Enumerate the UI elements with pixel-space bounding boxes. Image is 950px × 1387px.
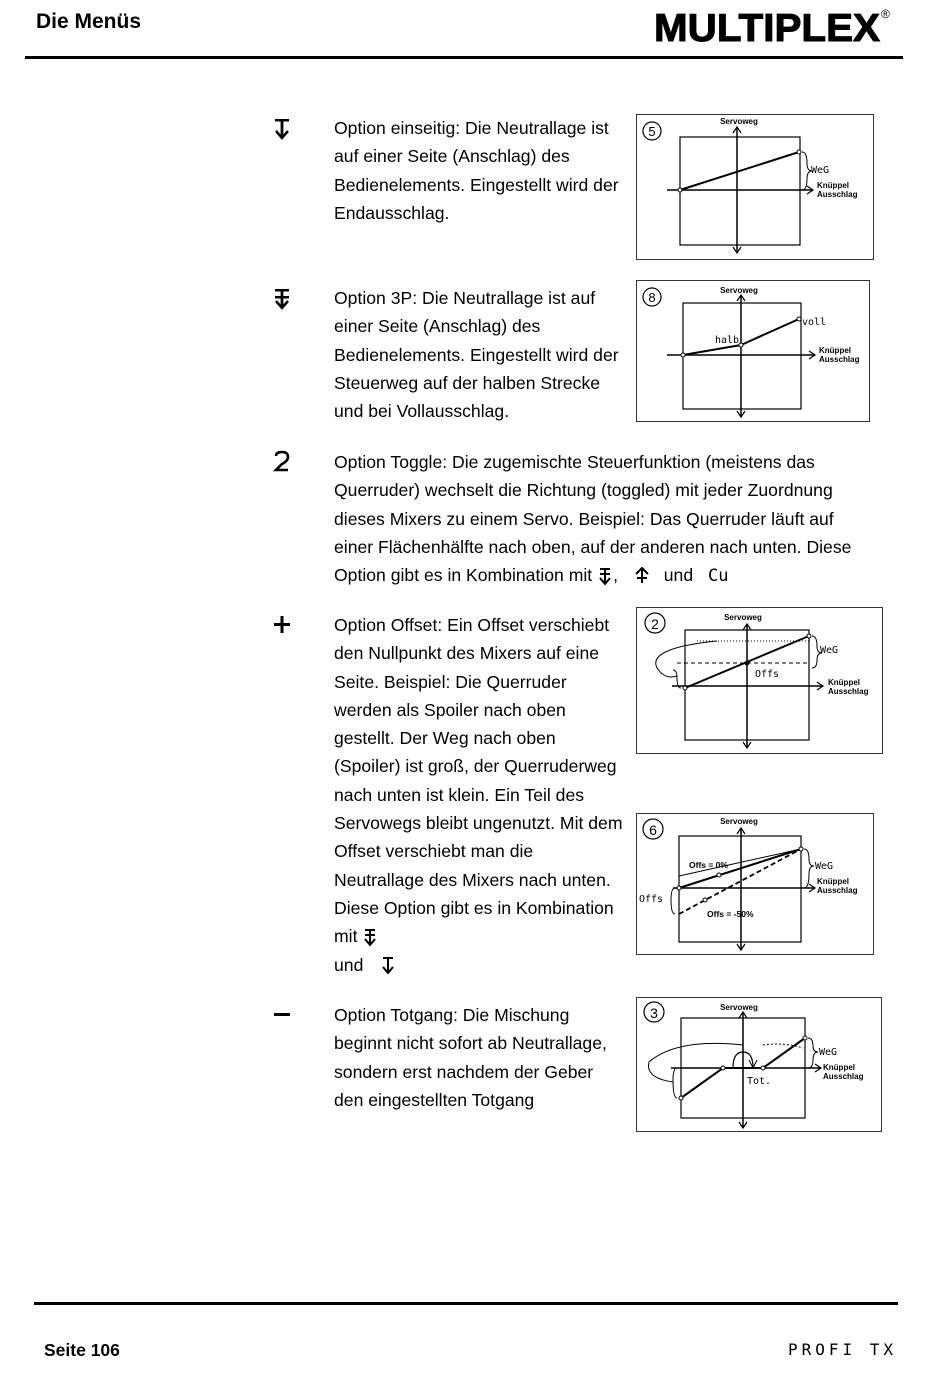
svg-text:Knüppel: Knüppel bbox=[817, 181, 849, 190]
figure-2 bbox=[636, 607, 883, 754]
option-offset-text bbox=[334, 611, 624, 979]
svg-text:WeG: WeG bbox=[820, 645, 839, 656]
option-toggle-body: Option Toggle: Die zugemischte Steuerfunktion (meistens das Querruder) wechselt die Richtung (toggled) mit jeder Zuordnung dieses Mixers zu einem Servo. Beispiel: Das Querruder läuft auf einer Flächenhälfte nach oben, auf der anderen nach unten. Diese Option gibt es in Kombination mit bbox=[334, 452, 852, 586]
header-rule bbox=[25, 56, 903, 59]
option-toggle-text bbox=[334, 448, 874, 590]
svg-text:MULTIPLEX: MULTIPLEX bbox=[654, 7, 880, 47]
svg-text:Knüppel: Knüppel bbox=[817, 877, 849, 886]
svg-text:Ausschlag: Ausschlag bbox=[817, 886, 858, 895]
option-einseitig-icon bbox=[272, 118, 294, 144]
svg-text:2: 2 bbox=[651, 616, 659, 632]
svg-text:Ausschlag: Ausschlag bbox=[819, 355, 860, 364]
option-totgang-text: Option Totgang: Die Mischung beginnt nicht sofort ab Neutrallage, sondern erst nachdem der Geber den eingestellten Totgang bbox=[334, 1005, 607, 1110]
svg-text:WeG: WeG bbox=[815, 861, 834, 872]
option-totgang-icon bbox=[272, 1004, 294, 1030]
combo-offset-icon bbox=[631, 567, 653, 587]
option-3p-text: Option 3P: Die Neutrallage ist auf einer Seite (Anschlag) des Bedienelements. Eingestellt wird der Steuerweg auf der halben Strecke und bei Vollausschlag. bbox=[334, 288, 619, 422]
svg-text:6: 6 bbox=[649, 822, 657, 838]
toggle-comma: , bbox=[613, 565, 618, 586]
svg-text:Offs: Offs bbox=[639, 894, 664, 905]
option-toggle-icon bbox=[272, 450, 294, 476]
option-offset-body: Option Offset: Ein Offset verschiebt den Nullpunkt des Mixers auf eine Seite. Beispiel: Die Querruder werden als Spoiler nach oben gestellt. Der Weg nach oben (Spoiler) ist groß, der Querruderweg nach unten ist klein. Ein Teil des Servowegs bleibt ungenutzt. Mit dem Offset verschiebt man die Neutrallage des Mixers nach unten. Diese Option gibt es in Kombination mit bbox=[334, 615, 623, 947]
figure-5 bbox=[636, 114, 874, 260]
figure-8 bbox=[636, 280, 870, 422]
svg-text:Knüppel: Knüppel bbox=[828, 678, 860, 687]
toggle-und: und bbox=[663, 565, 694, 586]
svg-text:Offs = 0%: Offs = 0% bbox=[689, 860, 728, 870]
svg-text:Knüppel: Knüppel bbox=[823, 1063, 855, 1072]
svg-text:Servoweg: Servoweg bbox=[720, 817, 758, 826]
combo-3p-icon bbox=[362, 928, 378, 948]
combo-cu-label: Cu bbox=[708, 566, 729, 587]
figure-3 bbox=[636, 997, 882, 1132]
option-3p-icon bbox=[272, 288, 294, 314]
svg-text:3: 3 bbox=[650, 1005, 658, 1021]
svg-text:Tot.: Tot. bbox=[747, 1076, 772, 1087]
svg-text:WeG: WeG bbox=[811, 165, 830, 176]
svg-text:Ausschlag: Ausschlag bbox=[817, 190, 858, 199]
option-einseitig-text: Option einseitig: Die Neutrallage ist auf einer Seite (Anschlag) des Bedienelements. Eingestellt wird der Endausschlag. bbox=[334, 118, 619, 223]
svg-text:Offs: Offs bbox=[755, 669, 780, 680]
svg-text:Servoweg: Servoweg bbox=[724, 613, 762, 622]
multiplex-logo bbox=[654, 7, 894, 47]
offset-und: und bbox=[334, 954, 364, 975]
page-title: Die Menüs bbox=[36, 10, 142, 33]
svg-text:Knüppel: Knüppel bbox=[819, 346, 851, 355]
product-name: PROFI TX bbox=[788, 1340, 898, 1359]
svg-text:voll: voll bbox=[802, 317, 827, 328]
svg-text:WeG: WeG bbox=[819, 1047, 838, 1058]
svg-text:Servoweg: Servoweg bbox=[720, 1003, 758, 1012]
footer-rule bbox=[34, 1302, 898, 1305]
svg-text:®: ® bbox=[881, 7, 890, 21]
figure-6 bbox=[636, 813, 874, 955]
svg-text:Servoweg: Servoweg bbox=[720, 286, 758, 295]
option-offset-icon bbox=[272, 613, 294, 639]
svg-text:Servoweg: Servoweg bbox=[720, 117, 758, 126]
combo-einseitig-icon bbox=[378, 956, 400, 976]
svg-text:Ausschlag: Ausschlag bbox=[823, 1072, 864, 1081]
svg-text:Offs = -50%: Offs = -50% bbox=[707, 909, 754, 919]
svg-text:5: 5 bbox=[648, 124, 656, 139]
svg-text:8: 8 bbox=[648, 290, 656, 305]
svg-text:halb: halb bbox=[715, 335, 740, 346]
svg-text:Ausschlag: Ausschlag bbox=[828, 687, 869, 696]
combo-3p-icon bbox=[597, 567, 613, 587]
page-number: Seite 106 bbox=[44, 1340, 120, 1360]
